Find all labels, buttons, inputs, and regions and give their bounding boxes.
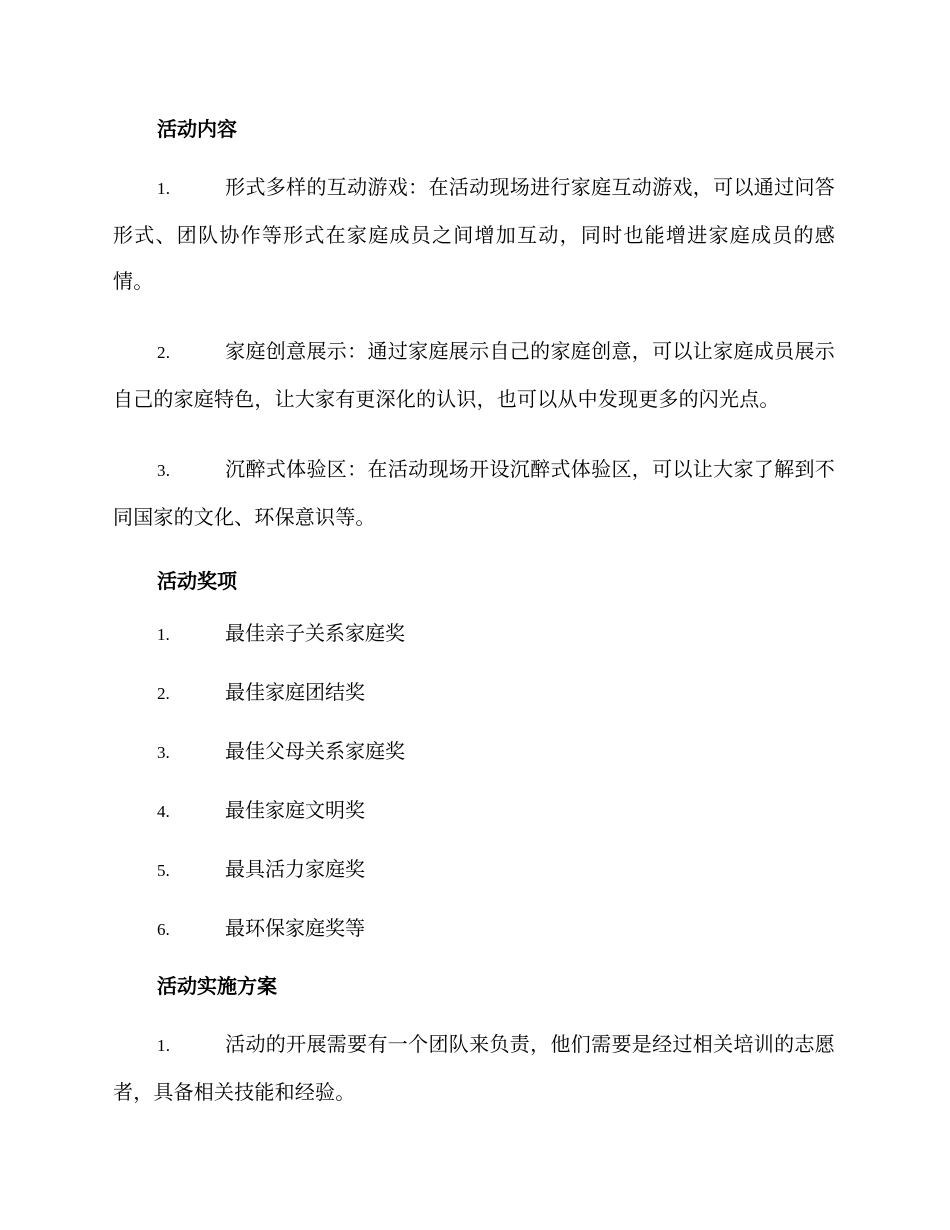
award-item-2 [113,675,835,711]
plan-section-heading: 活动实施方案 [157,974,277,998]
content-item-1-number: 1. [157,179,171,198]
content-item-3 [113,446,835,540]
plan-section-list [113,1021,835,1115]
plan-item-1-number: 1. [157,1036,171,1055]
award-item-3 [113,734,835,770]
content-item-3-text: 沉醉式体验区：在活动现场开设沉醉式体验区，可以让大家了解到不同国家的文化、环保意识等。 [113,457,835,529]
awards-section-heading: 活动奖项 [157,569,237,593]
award-item-6 [113,911,835,947]
award-item-2-text: 最佳家庭团结奖 [225,680,365,704]
content-item-2-text: 家庭创意展示：通过家庭展示自己的家庭创意，可以让家庭成员展示自己的家庭特色，让大家有更深化的认识，也可以从中发现更多的闪光点。 [113,339,835,411]
award-item-3-text: 最佳父母关系家庭奖 [225,739,405,763]
award-item-5-number: 5. [157,861,170,880]
content-item-2 [113,328,835,422]
award-item-1-text: 最佳亲子关系家庭奖 [225,621,405,645]
content-section-heading: 活动内容 [157,117,237,141]
award-item-5-text: 最具活力家庭奖 [225,857,365,881]
award-item-4 [113,793,835,829]
plan-item-1-text: 活动的开展需要有一个团队来负责，他们需要是经过相关培训的志愿者，具备相关技能和经验。 [113,1032,835,1104]
awards-list [113,616,835,947]
award-item-1-number: 1. [157,625,170,644]
award-item-6-number: 6. [157,920,170,939]
plan-item-1 [113,1021,835,1115]
award-item-4-text: 最佳家庭文明奖 [225,798,365,822]
content-item-2-number: 2. [157,343,171,362]
award-item-1 [113,616,835,652]
award-item-2-number: 2. [157,684,170,703]
document-page [113,112,835,1139]
content-section-list [113,164,835,540]
content-item-3-number: 3. [157,461,171,480]
award-item-6-text: 最环保家庭奖等 [225,916,365,940]
award-item-3-number: 3. [157,743,170,762]
award-item-4-number: 4. [157,802,170,821]
content-item-1-text: 形式多样的互动游戏：在活动现场进行家庭互动游戏，可以通过问答形式、团队协作等形式在家庭成员之间增加互动，同时也能增进家庭成员的感情。 [113,175,835,293]
content-item-1 [113,164,835,304]
award-item-5 [113,852,835,888]
